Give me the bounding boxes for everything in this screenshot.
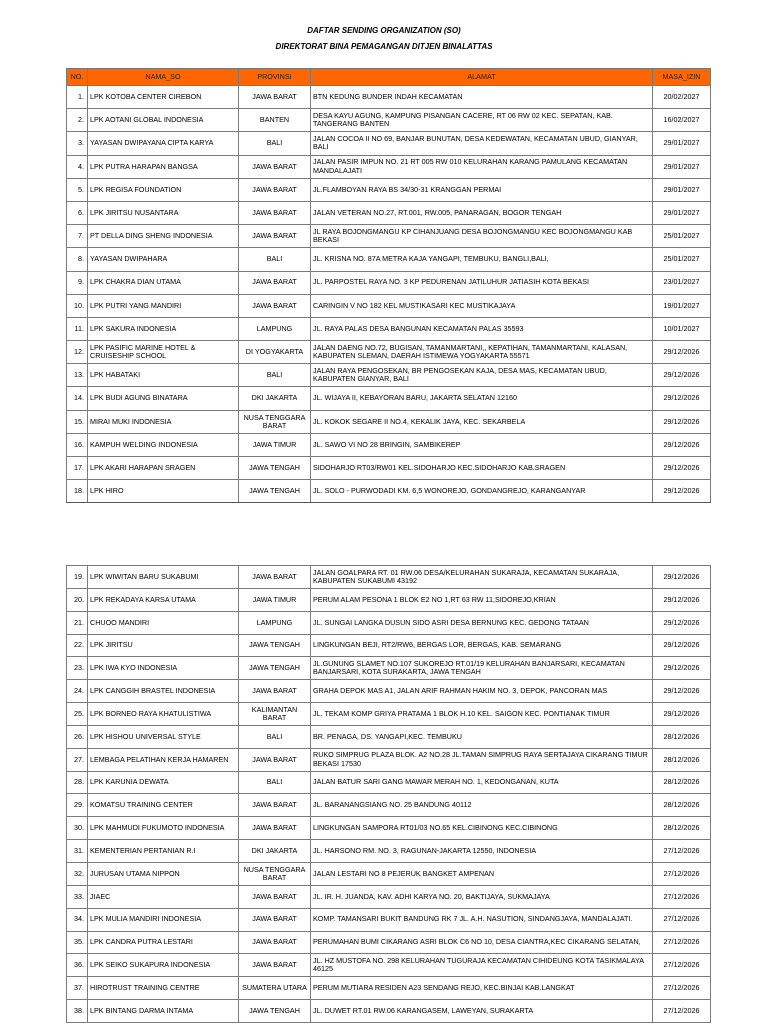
cell-alamat: JL.GUNUNG SLAMET NO.107 SUKOREJO RT.01/19 KELURAHAN BANJARSARI, KECAMATAN BANJARSARI, KOTA SURAKARTA, JAWA TENGAH — [311, 657, 653, 680]
cell-no: 25. — [67, 703, 88, 726]
cell-no: 8. — [67, 248, 88, 271]
cell-no: 1. — [67, 86, 88, 109]
cell-nama-so: LPK AKARI HARAPAN SRAGEN — [88, 457, 239, 480]
table-row — [67, 317, 711, 340]
cell-nama-so: MIRAI MUKI INDONESIA — [88, 410, 239, 433]
cell-alamat: PERUMAHAN BUMI CIKARANG ASRI BLOK C6 NO 10, DESA CIANTRA,KEC CIKARANG SELATAN, — [311, 931, 653, 954]
cell-alamat: LINGKUNGAN SAMPORA RT01/03 NO.65 KEL.CIBINONG KEC.CIBINONG — [311, 817, 653, 840]
cell-provinsi: BALI — [239, 364, 311, 387]
cell-alamat: JL. WIJAYA II, KEBAYORAN BARU, JAKARTA SELATAN 12160 — [311, 387, 653, 410]
table-row — [67, 294, 711, 317]
table-row — [67, 817, 711, 840]
table-row — [67, 387, 711, 410]
table-row — [67, 634, 711, 657]
cell-provinsi: JAWA BARAT — [239, 86, 311, 109]
cell-alamat: JL. KRISNA NO. 87A METRA KAJA YANGAPI, TEMBUKU, BANGLI,BALI, — [311, 248, 653, 271]
table-row — [67, 885, 711, 908]
cell-no: 12. — [67, 341, 88, 364]
cell-provinsi: JAWA BARAT — [239, 225, 311, 248]
table-row — [67, 410, 711, 433]
table-row — [67, 364, 711, 387]
cell-nama-so: JIAEC — [88, 885, 239, 908]
cell-alamat: JALAN LESTARI NO 8 PEJERUK BANGKET AMPENAN — [311, 862, 653, 885]
cell-nama-so: LPK REKADAYA KARSA UTAMA — [88, 588, 239, 611]
table-row — [67, 1000, 711, 1023]
table-row — [67, 931, 711, 954]
table-row — [67, 908, 711, 931]
cell-alamat: JL. RAYA PALAS DESA BANGUNAN KECAMATAN PALAS 35593 — [311, 317, 653, 340]
cell-no: 19. — [67, 566, 88, 589]
table-row — [67, 132, 711, 155]
table-row — [67, 457, 711, 480]
cell-masa-izin: 27/12/2026 — [653, 908, 711, 931]
cell-nama-so: LPK MAHMUDI FUKUMOTO INDONESIA — [88, 817, 239, 840]
cell-provinsi: JAWA BARAT — [239, 155, 311, 178]
header-no: NO. — [67, 69, 88, 86]
document-subtitle: DIREKTORAT BINA PEMAGANGAN DITJEN BINALATTAS — [275, 42, 493, 51]
cell-nama-so: LPK IWA KYO INDONESIA — [88, 657, 239, 680]
cell-nama-so: LPK CANGGIH BRASTEL INDONESIA — [88, 680, 239, 703]
cell-masa-izin: 29/12/2026 — [653, 341, 711, 364]
cell-no: 32. — [67, 862, 88, 885]
cell-no: 17. — [67, 457, 88, 480]
cell-provinsi: JAWA BARAT — [239, 817, 311, 840]
header-alamat: ALAMAT — [311, 69, 653, 86]
cell-nama-so: LPK HABATAKI — [88, 364, 239, 387]
cell-masa-izin: 27/12/2026 — [653, 977, 711, 1000]
cell-provinsi: JAWA TENGAH — [239, 1000, 311, 1023]
cell-alamat: JL. PARPOSTEL RAYA NO. 3 KP PEDURENAN JATILUHUR JATIASIH KOTA BEKASI — [311, 271, 653, 294]
cell-alamat: JALAN PASIR IMPUN NO. 21 RT 005 RW 010 KELURAHAN KARANG PAMULANG KECAMATAN MANDALAJATI — [311, 155, 653, 178]
cell-alamat: PERUM MUTIARA RESIDEN A23 SENDANG REJO, KEC.BINJAI KAB.LANGKAT — [311, 977, 653, 1000]
table-row — [67, 201, 711, 224]
cell-provinsi: JAWA BARAT — [239, 566, 311, 589]
cell-masa-izin: 29/12/2026 — [653, 680, 711, 703]
table-row — [67, 566, 711, 589]
cell-masa-izin: 28/12/2026 — [653, 794, 711, 817]
table-row — [67, 341, 711, 364]
table-row — [67, 178, 711, 201]
cell-provinsi: JAWA BARAT — [239, 680, 311, 703]
cell-no: 20. — [67, 588, 88, 611]
table-row — [67, 588, 711, 611]
cell-alamat: SIDOHARJO RT03/RW01 KEL.SIDOHARJO KEC.SIDOHARJO KAB.SRAGEN — [311, 457, 653, 480]
cell-provinsi: JAWA BARAT — [239, 271, 311, 294]
table-row — [67, 748, 711, 771]
header-nama-so: NAMA_SO — [88, 69, 239, 86]
cell-nama-so: KEMENTERIAN PERTANIAN R.I — [88, 840, 239, 863]
cell-no: 13. — [67, 364, 88, 387]
cell-masa-izin: 27/12/2026 — [653, 840, 711, 863]
cell-no: 9. — [67, 271, 88, 294]
cell-nama-so: LPK CHAKRA DIAN UTAMA — [88, 271, 239, 294]
cell-masa-izin: 29/12/2026 — [653, 457, 711, 480]
table-row — [67, 771, 711, 794]
cell-no: 35. — [67, 931, 88, 954]
cell-no: 15. — [67, 410, 88, 433]
cell-alamat: JL. HZ MUSTOFA NO. 298 KELURAHAN TUGURAJA KECAMATAN CIHIDEUNG KOTA TASIKMALAYA 46125 — [311, 954, 653, 977]
cell-nama-so: LPK SEIKO SUKAPURA INDONESIA — [88, 954, 239, 977]
cell-masa-izin: 29/01/2027 — [653, 132, 711, 155]
cell-masa-izin: 27/12/2026 — [653, 954, 711, 977]
cell-no: 2. — [67, 109, 88, 132]
cell-alamat: JL RAYA BOJONGMANGU KP CIHANJUANG DESA BOJONGMANGU KEC BOJONGMANGU KAB BEKASI — [311, 225, 653, 248]
cell-alamat: BTN KEDUNG BUNDER INDAH KECAMATAN — [311, 86, 653, 109]
cell-provinsi: JAWA TENGAH — [239, 480, 311, 503]
cell-provinsi: LAMPUNG — [239, 317, 311, 340]
cell-nama-so: LPK JIRITSU NUSANTARA — [88, 201, 239, 224]
cell-nama-so: LPK HIRO — [88, 480, 239, 503]
table-row — [67, 155, 711, 178]
cell-provinsi: BANTEN — [239, 109, 311, 132]
cell-masa-izin: 29/12/2026 — [653, 611, 711, 634]
table-row — [67, 977, 711, 1000]
cell-nama-so: JURUSAN UTAMA NIPPON — [88, 862, 239, 885]
cell-nama-so: LPK MULIA MANDIRI INDONESIA — [88, 908, 239, 931]
cell-nama-so: LPK PUTRA HARAPAN BANGSA — [88, 155, 239, 178]
cell-nama-so: LPK JIRITSU — [88, 634, 239, 657]
cell-no: 18. — [67, 480, 88, 503]
cell-masa-izin: 28/12/2026 — [653, 817, 711, 840]
cell-nama-so: HIROTRUST TRAINING CENTRE — [88, 977, 239, 1000]
cell-alamat: RUKO SIMPRUG PLAZA BLOK. A2 NO.28 JL.TAMAN SIMPRUG RAYA SERTAJAYA CIKARANG TIMUR BEKASI 17530 — [311, 748, 653, 771]
cell-nama-so: LPK REGISA FOUNDATION — [88, 178, 239, 201]
cell-nama-so: LPK BUDI AGUNG BINATARA — [88, 387, 239, 410]
cell-provinsi: DI YOGYAKARTA — [239, 341, 311, 364]
table-row — [67, 86, 711, 109]
cell-alamat: JALAN COCOA II NO 69, BANJAR BUNUTAN, DESA KEDEWATAN, KECAMATAN UBUD, GIANYAR, BALI — [311, 132, 653, 155]
table-row — [67, 680, 711, 703]
table-row — [67, 433, 711, 456]
cell-provinsi: BALI — [239, 771, 311, 794]
cell-alamat: JL. KOKOK SEGARE II NO.4, KEKALIK JAYA, KEC. SEKARBELA — [311, 410, 653, 433]
cell-nama-so: LPK BINTANG DARMA INTAMA — [88, 1000, 239, 1023]
cell-alamat: GRAHA DEPOK MAS A1, JALAN ARIF RAHMAN HAKIM NO. 3, DEPOK, PANCORAN MAS — [311, 680, 653, 703]
table-row — [67, 840, 711, 863]
table-row — [67, 271, 711, 294]
cell-masa-izin: 29/01/2027 — [653, 178, 711, 201]
table-header-row — [67, 69, 711, 86]
table-row — [67, 954, 711, 977]
cell-provinsi: SUMATERA UTARA — [239, 977, 311, 1000]
cell-masa-izin: 29/12/2026 — [653, 566, 711, 589]
cell-masa-izin: 29/12/2026 — [653, 433, 711, 456]
cell-alamat: JALAN BATUR SARI GANG MAWAR MERAH NO. 1, KEDONGANAN, KUTA — [311, 771, 653, 794]
cell-masa-izin: 27/12/2026 — [653, 862, 711, 885]
cell-provinsi: JAWA BARAT — [239, 178, 311, 201]
cell-alamat: KOMP. TAMANSARI BUKIT BANDUNG RK 7 JL. A.H. NASUTION, SINDANGJAYA, MANDALAJATI. — [311, 908, 653, 931]
cell-provinsi: KALIMANTAN BARAT — [239, 703, 311, 726]
cell-provinsi: JAWA BARAT — [239, 954, 311, 977]
cell-nama-so: PT DELLA DING SHENG INDONESIA — [88, 225, 239, 248]
cell-no: 37. — [67, 977, 88, 1000]
cell-provinsi: JAWA BARAT — [239, 201, 311, 224]
table-row — [67, 703, 711, 726]
cell-nama-so: LPK KOTOBA CENTER CIREBON — [88, 86, 239, 109]
cell-provinsi: JAWA BARAT — [239, 294, 311, 317]
cell-provinsi: LAMPUNG — [239, 611, 311, 634]
cell-nama-so: LPK BORNEO RAYA KHATULISTIWA — [88, 703, 239, 726]
cell-no: 23. — [67, 657, 88, 680]
cell-masa-izin: 29/12/2026 — [653, 634, 711, 657]
cell-masa-izin: 29/12/2026 — [653, 387, 711, 410]
cell-provinsi: JAWA TIMUR — [239, 588, 311, 611]
cell-nama-so: KAMPUH WELDING INDONESIA — [88, 433, 239, 456]
cell-nama-so: LEMBAGA PELATIHAN KERJA HAMAREN — [88, 748, 239, 771]
table-row — [67, 725, 711, 748]
cell-alamat: PERUM ALAM PESONA 1 BLOK E2 NO 1,RT 63 RW 11,SIDOREJO,KRIAN — [311, 588, 653, 611]
cell-nama-so: LPK KARUNIA DEWATA — [88, 771, 239, 794]
cell-alamat: JL. TEKAM KOMP GRIYA PRATAMA 1 BLOK H.10 KEL. SAIGON KEC. PONTIANAK TIMUR — [311, 703, 653, 726]
cell-masa-izin: 28/12/2026 — [653, 748, 711, 771]
cell-provinsi: JAWA BARAT — [239, 794, 311, 817]
cell-provinsi: NUSA TENGGARA BARAT — [239, 410, 311, 433]
cell-no: 27. — [67, 748, 88, 771]
cell-provinsi: JAWA BARAT — [239, 748, 311, 771]
so-table-page-2 — [66, 565, 711, 1023]
cell-provinsi: JAWA BARAT — [239, 908, 311, 931]
cell-masa-izin: 16/02/2027 — [653, 109, 711, 132]
cell-masa-izin: 29/12/2026 — [653, 480, 711, 503]
cell-alamat: BR. PENAGA, DS. YANGAPI,KEC. TEMBUKU — [311, 725, 653, 748]
cell-alamat: JL. SUNGAI LANGKA DUSUN SIDO ASRI DESA BERNUNG KEC. GEDONG TATAAN — [311, 611, 653, 634]
cell-provinsi: DKI JAKARTA — [239, 387, 311, 410]
cell-no: 29. — [67, 794, 88, 817]
cell-no: 30. — [67, 817, 88, 840]
cell-alamat: JL. BARANANGSIANG NO. 25 BANDUNG 40112 — [311, 794, 653, 817]
cell-masa-izin: 29/01/2027 — [653, 201, 711, 224]
cell-provinsi: JAWA BARAT — [239, 885, 311, 908]
cell-nama-so: LPK CANDRA PUTRA LESTARI — [88, 931, 239, 954]
cell-alamat: JL. DUWET RT.01 RW.06 KARANGASEM, LAWEYAN, SURAKARTA — [311, 1000, 653, 1023]
cell-no: 33. — [67, 885, 88, 908]
cell-no: 5. — [67, 178, 88, 201]
cell-no: 28. — [67, 771, 88, 794]
table-row — [67, 109, 711, 132]
cell-masa-izin: 27/12/2026 — [653, 1000, 711, 1023]
cell-alamat: JL.FLAMBOYAN RAYA BS 34/30-31 KRANGGAN PERMAI — [311, 178, 653, 201]
cell-masa-izin: 28/12/2026 — [653, 725, 711, 748]
cell-no: 36. — [67, 954, 88, 977]
cell-nama-so: CHUOO MANDIRI — [88, 611, 239, 634]
cell-nama-so: YAYASAN DWIPAHARA — [88, 248, 239, 271]
cell-provinsi: BALI — [239, 725, 311, 748]
table-row — [67, 862, 711, 885]
cell-no: 24. — [67, 680, 88, 703]
cell-masa-izin: 29/12/2026 — [653, 364, 711, 387]
cell-masa-izin: 29/12/2026 — [653, 657, 711, 680]
cell-provinsi: JAWA TIMUR — [239, 433, 311, 456]
cell-provinsi: JAWA TENGAH — [239, 657, 311, 680]
cell-nama-so: LPK SAKURA INDONESIA — [88, 317, 239, 340]
cell-alamat: JL. SAWO VI NO 28 BRINGIN, SAMBIKEREP — [311, 433, 653, 456]
cell-alamat: JALAN RAYA PENGOSEKAN, BR PENGOSEKAN KAJA, DESA MAS, KECAMATAN UBUD, KABUPATEN GIANYAR, BALI — [311, 364, 653, 387]
table-row — [67, 480, 711, 503]
cell-no: 7. — [67, 225, 88, 248]
cell-no: 10. — [67, 294, 88, 317]
cell-alamat: CARINGIN V NO 182 KEL MUSTIKASARI KEC MUSTIKAJAYA — [311, 294, 653, 317]
cell-masa-izin: 20/02/2027 — [653, 86, 711, 109]
cell-no: 31. — [67, 840, 88, 863]
cell-provinsi: JAWA TENGAH — [239, 634, 311, 657]
cell-alamat: JALAN DAENG NO.72, BUGISAN, TAMANMARTANI,, KEPATIHAN, TAMANMARTANI, KALASAN, KABUPATEN SLEMAN, DAERAH ISTIMEWA YOGYAKARTA 55571 — [311, 341, 653, 364]
cell-no: 4. — [67, 155, 88, 178]
header-masa-izin: MASA_IZIN — [653, 69, 711, 86]
cell-provinsi: BALI — [239, 248, 311, 271]
cell-no: 16. — [67, 433, 88, 456]
cell-alamat: JALAN GOALPARA RT. 01 RW.06 DESA/KELURAHAN SUKARAJA, KECAMATAN SUKARAJA, KABUPATEN SUKABUMI 43192 — [311, 566, 653, 589]
cell-no: 38. — [67, 1000, 88, 1023]
cell-masa-izin: 25/01/2027 — [653, 225, 711, 248]
cell-nama-so: LPK PASIFIC MARINE HOTEL & CRUISESHIP SCHOOL — [88, 341, 239, 364]
so-table-page-1 — [66, 68, 711, 503]
cell-nama-so: LPK PUTRI YANG MANDIRI — [88, 294, 239, 317]
cell-masa-izin: 29/12/2026 — [653, 410, 711, 433]
cell-nama-so: LPK WIWITAN BARU SUKABUMI — [88, 566, 239, 589]
cell-nama-so: LPK HISHOU UNIVERSAL STYLE — [88, 725, 239, 748]
table-row — [67, 248, 711, 271]
cell-provinsi: NUSA TENGGARA BARAT — [239, 862, 311, 885]
cell-alamat: JL. HARSONO RM. NO. 3, RAGUNAN-JAKARTA 12550, INDONESIA — [311, 840, 653, 863]
cell-no: 6. — [67, 201, 88, 224]
cell-masa-izin: 27/12/2026 — [653, 931, 711, 954]
document-title: DAFTAR SENDING ORGANIZATION (SO) — [307, 26, 461, 35]
cell-masa-izin: 25/01/2027 — [653, 248, 711, 271]
cell-alamat: DESA KAYU AGUNG, KAMPUNG PISANGAN CACERE, RT 06 RW 02 KEC. SEPATAN, KAB. TANGERANG BANTEN — [311, 109, 653, 132]
cell-provinsi: DKI JAKARTA — [239, 840, 311, 863]
cell-no: 34. — [67, 908, 88, 931]
cell-alamat: LINGKUNGAN BEJI, RT2/RW6, BERGAS LOR, BERGAS, KAB. SEMARANG — [311, 634, 653, 657]
cell-no: 26. — [67, 725, 88, 748]
cell-masa-izin: 29/12/2026 — [653, 703, 711, 726]
cell-masa-izin: 19/01/2027 — [653, 294, 711, 317]
cell-alamat: JL. SOLO - PURWODADI KM. 6,5 WONOREJO, GONDANGREJO, KARANGANYAR — [311, 480, 653, 503]
cell-alamat: JL. IR. H. JUANDA, KAV. ADHI KARYA NO. 20, BAKTIJAYA, SUKMAJAYA — [311, 885, 653, 908]
cell-no: 11. — [67, 317, 88, 340]
cell-nama-so: KOMATSU TRAINING CENTER — [88, 794, 239, 817]
cell-no: 21. — [67, 611, 88, 634]
cell-provinsi: JAWA TENGAH — [239, 457, 311, 480]
cell-provinsi: BALI — [239, 132, 311, 155]
cell-masa-izin: 29/01/2027 — [653, 155, 711, 178]
cell-provinsi: JAWA BARAT — [239, 931, 311, 954]
cell-no: 3. — [67, 132, 88, 155]
cell-alamat: JALAN VETERAN NO.27, RT.001, RW.005, PANARAGAN, BOGOR TENGAH — [311, 201, 653, 224]
table-row — [67, 225, 711, 248]
cell-masa-izin: 27/12/2026 — [653, 885, 711, 908]
cell-nama-so: YAYASAN DWIPAYANA CIPTA KARYA — [88, 132, 239, 155]
cell-masa-izin: 10/01/2027 — [653, 317, 711, 340]
table-row — [67, 794, 711, 817]
cell-masa-izin: 23/01/2027 — [653, 271, 711, 294]
cell-no: 22. — [67, 634, 88, 657]
table-row — [67, 611, 711, 634]
cell-masa-izin: 29/12/2026 — [653, 588, 711, 611]
cell-no: 14. — [67, 387, 88, 410]
header-provinsi: PROVINSI — [239, 69, 311, 86]
table-row — [67, 657, 711, 680]
cell-nama-so: LPK AOTANI GLOBAL INDONESIA — [88, 109, 239, 132]
cell-masa-izin: 28/12/2026 — [653, 771, 711, 794]
